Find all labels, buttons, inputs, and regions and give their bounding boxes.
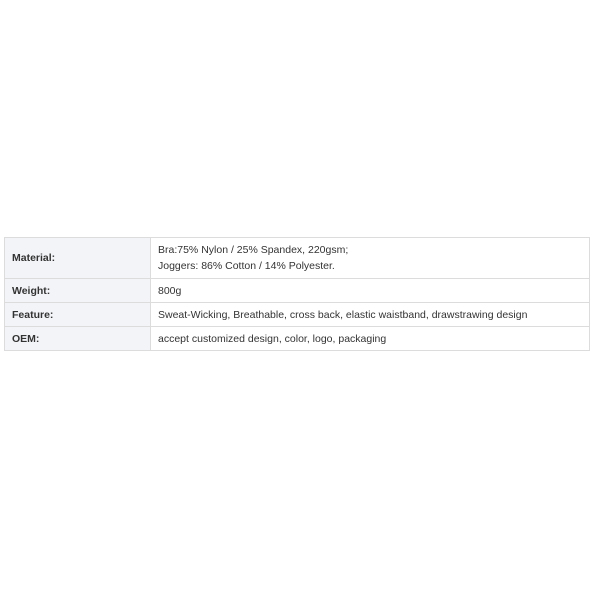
spec-label: Material:: [5, 238, 151, 279]
spec-row-oem: [5, 327, 590, 351]
spec-label: OEM:: [5, 327, 151, 351]
spec-value-line: Bra:75% Nylon / 25% Spandex, 220gsm;: [158, 244, 349, 256]
spec-row-weight: [5, 279, 590, 303]
spec-label: Weight:: [5, 279, 151, 303]
spec-value-line: Joggers: 86% Cotton / 14% Polyester.: [158, 260, 335, 272]
spec-value-line: 800g: [158, 284, 182, 297]
spec-row-feature: [5, 303, 590, 327]
spec-value: [151, 327, 590, 351]
spec-label: Feature:: [5, 303, 151, 327]
spec-value-line: Sweat-Wicking, Breathable, cross back, elastic waistband, drawstrawing design: [158, 308, 528, 321]
product-spec-table: [4, 237, 590, 351]
spec-value: [151, 279, 590, 303]
spec-row-material: [5, 238, 590, 279]
spec-value-line: accept customized design, color, logo, packaging: [158, 332, 387, 345]
spec-value: [151, 238, 590, 279]
spec-value: [151, 303, 590, 327]
